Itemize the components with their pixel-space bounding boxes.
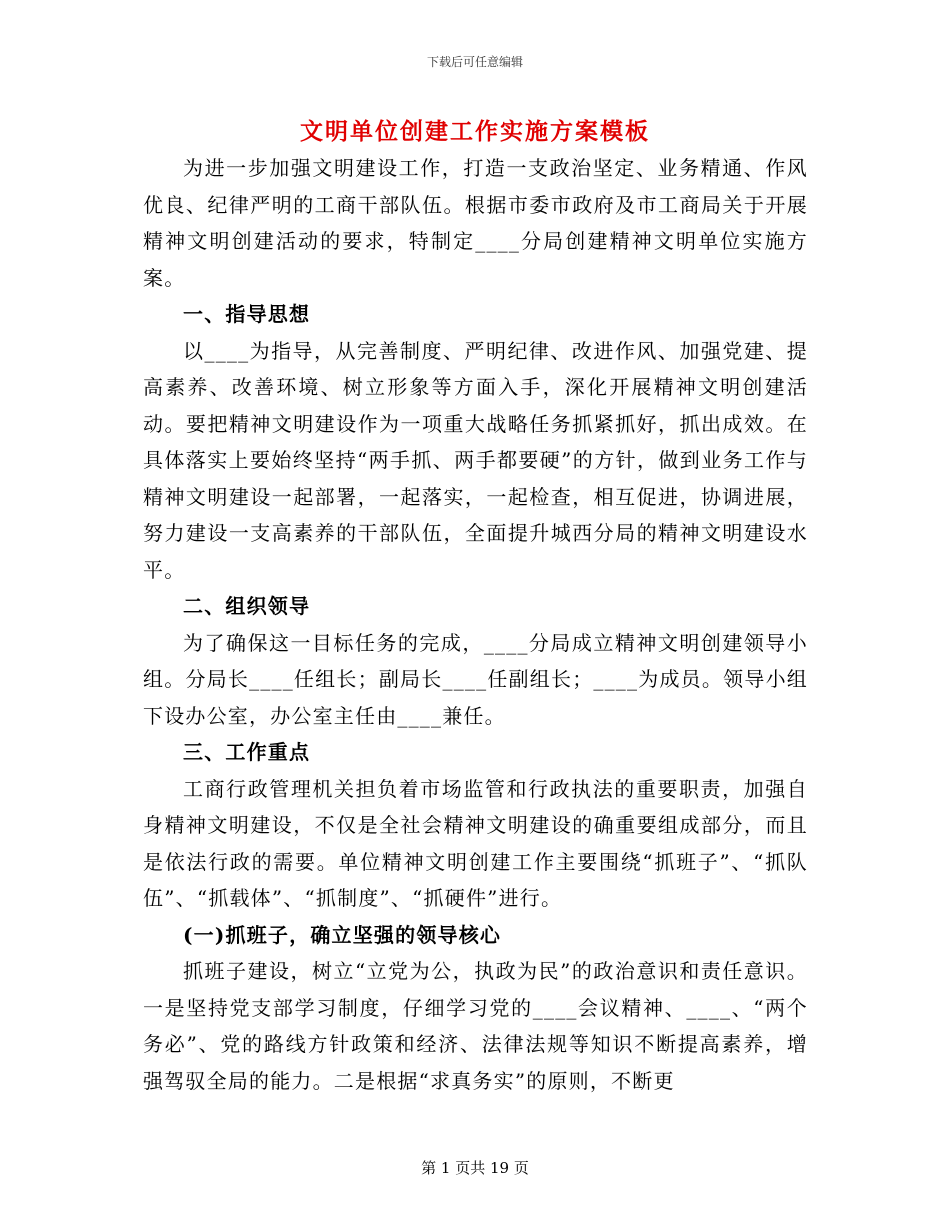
document-title: 文明单位创建工作实施方案模板 [300,118,650,145]
work-focus-paragraph: 工商行政管理机关担负着市场监管和行政执法的重要职责，加强自身精神文明建设，不仅是全社会精神文明建设的确重要组成部分，而且是依法行政的需要。单位精神文明创建工作主要围绕“抓班子”、“抓队伍”、“抓载体”、“抓制度”、“抓硬件”进行。 [143,776,808,910]
leadership-paragraph: 抓班子建设，树立“立党为公，执政为民”的政治意识和责任意识。一是坚持党支部学习制度，仔细学习党的____会议精神、____、“两个务必”、党的路线方针政策和经济、法律法规等知识不断提高素养，增强驾驭全局的能力。二是根据“求真务实”的原则，不断更 [143,959,808,1093]
subsection-heading-leadership: (一)抓班子，确立坚强的领导核心 [183,922,502,947]
section-heading-organization: 二、组织领导 [183,594,311,618]
guiding-ideology-paragraph: 以____为指导，从完善制度、严明纪律、改进作风、加强党建、提高素养、改善环境、树立形象等方面入手，深化开展精神文明创建活动。要把精神文明建设作为一项重大战略任务抓紧抓好，抓出成效。在具体落实上要始终坚持“两手抓、两手都要硬”的方针，做到业务工作与精神文明建设一起部署，一起落实，一起检查，相互促进，协调进展，努力建设一支高素养的干部队伍，全面提升城西分局的精神文明建设水平。 [143,338,808,582]
page-footer: 第 1 页共 19 页 [421,1159,529,1177]
header-note: 下载后可任意编辑 [426,55,523,69]
section-heading-work-focus: 三、工作重点 [183,740,311,764]
document-body [143,150,808,1099]
organization-paragraph: 为了确保这一目标任务的完成，____分局成立精神文明创建领导小组。分局长____任组长；副局长____任副组长；____为成员。领导小组下设办公室，办公室主任由____兼任。 [143,630,808,728]
intro-paragraph: 为进一步加强文明建设工作，打造一支政治坚定、业务精通、作风优良、纪律严明的工商干部队伍。根据市委市政府及市工商局关于开展精神文明创建活动的要求，特制定____分局创建精神文明单位实施方案。 [143,156,808,290]
section-heading-guiding-ideology: 一、指导思想 [183,302,311,326]
